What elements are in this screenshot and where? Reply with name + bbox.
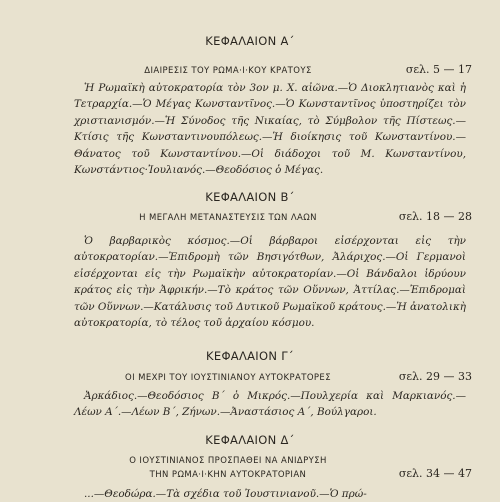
chapter-1-text: Ἡ Ρωμαϊκὴ αὐτοκρατορία τὸν 3ον μ. Χ. αἰῶνα.—Ὁ Διοκλητιανὸς καὶ ἡ Τετραρχία.—Ὁ Μέγας Κωνσταντῖνος.—Ὁ Κωνσταντῖνος ὑποστηρίζει τὸν χριστιανισμόν.—Ἡ Σύνοδος τῆς Νικαίας, τὸ Σύμβολον τῆς Πίστεως.—Κτίσις τῆς Κωνσταντινουπόλεως.—Ἡ διοίκησις τοῦ Κωνσταντίνου.—Θάνατος τοῦ Κωνσταντίνου.—Οἱ διάδοχοι τοῦ Μ. Κωνσταντίνου, Κωνστάντιος·Ἰουλιανός.—Θεοδόσιος ὁ Μέγας. <box>74 82 466 177</box>
chapter-4-text: ...—Θεοδώρα.—Τὰ σχέδια τοῦ Ἰουστινιανοῦ.—Ὁ πρώ- <box>84 488 367 500</box>
chapter-3-pages: σελ. 29 — 33 <box>398 370 472 383</box>
chapter-4-title-line-2: ΤΗΝ ΡΩΜΑ·Ι·ΚΗΝ ΑΥΤΟΚΡΑΤΟΡΙΑΝ <box>149 470 307 480</box>
chapter-2-pages: σελ. 18 — 28 <box>398 210 472 223</box>
chapter-3-summary <box>74 388 466 421</box>
chapter-1-summary <box>74 80 466 178</box>
chapter-1-title: ΔΙΑΙΡΕΣΙΣ ΤΟΥ ΡΩΜΑ·Ι·ΚΟΥ ΚΡΑΤΟΥΣ <box>144 66 312 76</box>
chapter-1-heading: ΚΕΦΑΛΑΙΟΝ Α΄ <box>205 34 295 48</box>
chapter-3-title: ΟΙ ΜΕΧΡΙ ΤΟΥ ΙΟΥΣΤΙΝΙΑΝΟΥ ΑΥΤΟΚΡΑΤΟΡΕΣ <box>125 373 331 383</box>
chapter-3-text: Ἀρκάδιος.—Θεοδόσιος Β΄ ὁ Μικρός.—Πουλχερία καὶ Μαρκιανός.—Λέων Α΄.—Λέων Β΄, Ζήνων.—Ἀναστάσιος Α΄, Βούλγαροι. <box>74 390 466 419</box>
chapter-1-pages: σελ. 5 — 17 <box>405 63 472 76</box>
chapter-4-heading: ΚΕΦΑΛΑΙΟΝ Δ΄ <box>205 433 295 447</box>
chapter-4-pages: σελ. 34 — 47 <box>398 467 472 480</box>
chapter-4-title-line-1: Ο ΙΟΥΣΤΙΝΙΑΝΟΣ ΠΡΟΣΠΑΘΕΙ ΝΑ ΑΝΙΔΡΥΣΗ <box>129 456 327 466</box>
chapter-2-title: Η ΜΕΓΑΛΗ ΜΕΤΑΝΑΣΤΕΥΣΙΣ ΤΩΝ ΛΑΩΝ <box>139 213 317 223</box>
chapter-2-text: Ὁ βαρβαρικὸς κόσμος.—Οἱ βάρβαροι εἰσέρχονται εἰς τὴν αὐτοκρατορίαν.—Ἐπιδρομὴ τῶν Βησιγότθων, Ἀλάριχος.—Οἱ Γερμανοὶ εἰσέρχονται εἰς τὴν Ρωμαϊκὴν αὐτοκρατορίαν.—Οἱ Βάνδαλοι ἱδρύουν κράτος εἰς τὴν Ἀφρικήν.—Τὸ κράτος τῶν Οὕννων, Ἀττίλας.—Ἐπιδρομαὶ τῶν Οὕννων.—Κατάλυσις τοῦ Δυτικοῦ Ρωμαϊκοῦ κράτους.—Ἡ ἀνατολικὴ αὐτοκρατορία, τὸ τέλος τοῦ ἀρχαίου κόσμου. <box>74 235 466 330</box>
chapter-2-summary <box>74 233 466 331</box>
chapter-2-heading: ΚΕΦΑΛΑΙΟΝ Β΄ <box>205 190 295 204</box>
chapter-3-heading: ΚΕΦΑΛΑΙΟΝ Γ΄ <box>206 349 294 363</box>
